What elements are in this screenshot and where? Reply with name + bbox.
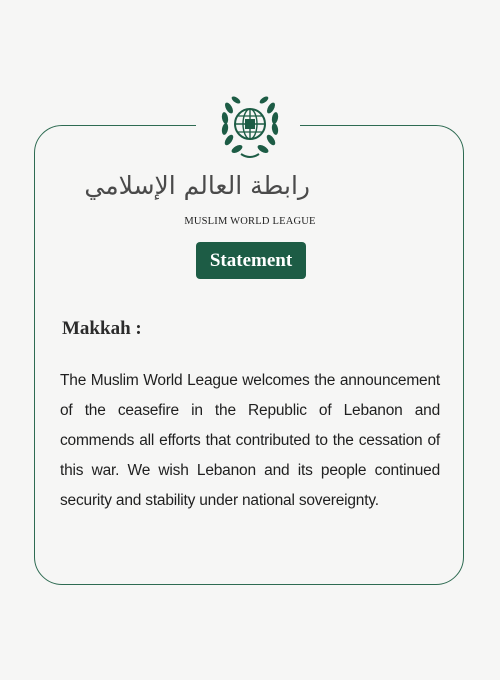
logo-english-name: MUSLIM WORLD LEAGUE [184, 216, 316, 227]
statement-body: The Muslim World League welcomes the announcement of the ceasefire in the Republic of Lebanon and commends all efforts that contributed to the cessation of this war. We wish Lebanon and its people continued security and stability under national sovereignty. [60, 372, 440, 509]
statement-badge: Statement [196, 242, 306, 279]
globe-laurel-emblem-icon [219, 92, 281, 164]
statement-location: Makkah : [62, 318, 142, 339]
logo-arabic-name: رابطة العالم الإسلامي [84, 171, 310, 200]
